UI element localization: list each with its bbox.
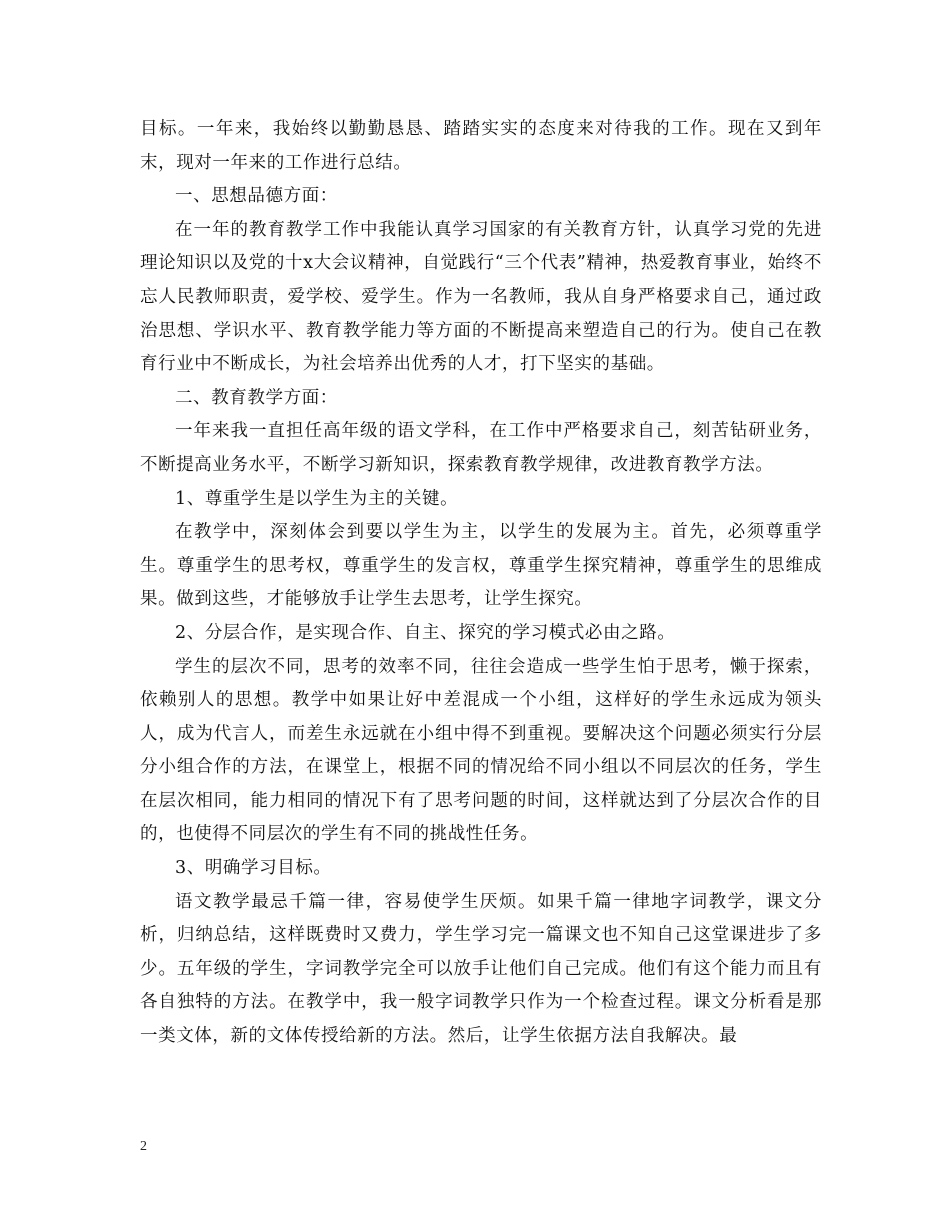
paragraph-6: 语文教学最忌千篇一律，容易使学生厌烦。如果千篇一律地字词教学，课文分析，归纳总结，这样既费时又费力，学生学习完一篇课文也不知自己这堂课进步了多少。五年级的学生，字词教学完全可以放手让他们自己完成。他们有这个能力而且有各自独特的方法。在教学中，我一般字词教学只作为一个检查过程。课文分析看是那一类文体，新的文体传授给新的方法。然后，让学生依据方法自我解决。最 [140, 891, 822, 1047]
paragraph-2: 在一年的教育教学工作中我能认真学习国家的有关教育方针，认真学习党的先进理论知识以及党的十x大会议精神，自觉践行“三个代表”精神，热爱教育事业，始终不忘人民教师职责，爱学校、爱学生。作为一名教师，我从自身严格要求自己，通过政治思想、学识水平、教育教学能力等方面的不断提高来塑造自己的行为。使自己在教育行业中不断成长，为社会培养出优秀的人才，打下坚实的基础。 [140, 219, 822, 375]
section-heading-moral-character: 一、思想品德方面： [175, 186, 338, 207]
paragraph-3: 一年来我一直担任高年级的语文学科，在工作中严格要求自己，刻苦钻研业务，不断提高业务水平，不断学习新知识，探索教育教学规律，改进教育教学方法。 [140, 421, 822, 475]
paragraph-5: 学生的层次不同，思考的效率不同，往往会造成一些学生怕于思考，懒于探索，依赖别人的思想。教学中如果让好中差混成一个小组，这样好的学生永远成为领头人，成为代言人，而差生永远就在小组中得不到重视。要解决这个问题必须实行分层分小组合作的方法，在课堂上，根据不同的情况给不同小组以不同层次的任务，学生在层次相同，能力相同的情况下有了思考问题的时间，这样就达到了分层次合作的目的，也使得不同层次的学生有不同的挑战性任务。 [140, 656, 822, 845]
paragraph-1: 目标。一年来，我始终以勤勤恳恳、踏踏实实的态度来对待我的工作。现在又到年末，现对一年来的工作进行总结。 [140, 119, 822, 173]
document-body [140, 113, 822, 1054]
subheading-3: 3、明确学习目标。 [175, 858, 332, 879]
page-number: 2 [140, 1139, 147, 1154]
paragraph-4: 在教学中，深刻体会到要以学生为主，以学生的发展为主。首先，必须尊重学生。尊重学生的思考权，尊重学生的发言权，尊重学生探究精神，尊重学生的思维成果。做到这些，才能够放手让学生去思考，让学生探究。 [140, 522, 822, 610]
subheading-1: 1、尊重学生是以学生为主的关键。 [175, 488, 459, 509]
section-heading-teaching: 二、教育教学方面： [175, 387, 338, 408]
subheading-2: 2、分层合作，是实现合作、自主、探究的学习模式必由之路。 [175, 622, 676, 643]
